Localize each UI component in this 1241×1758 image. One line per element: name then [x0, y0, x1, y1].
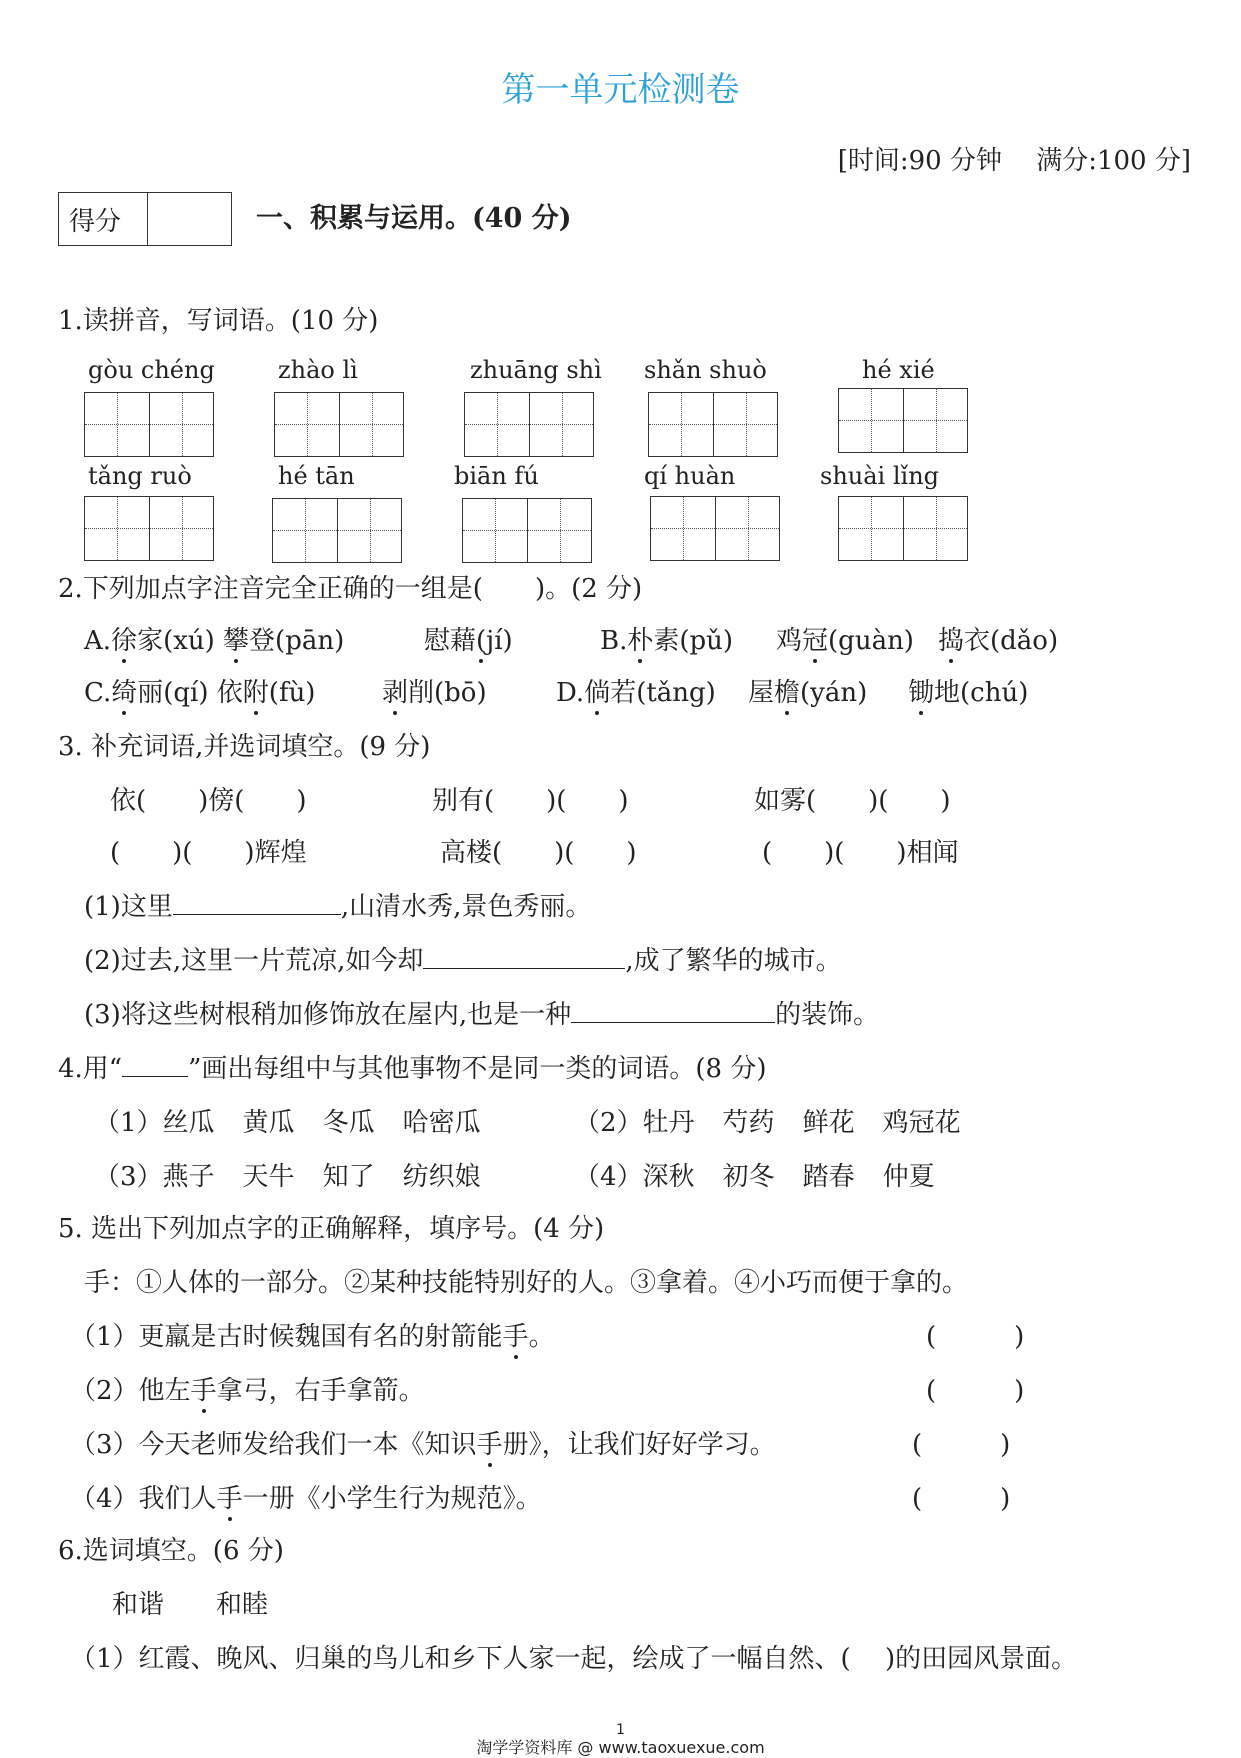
pinyin: zhuāng shì	[470, 356, 602, 384]
q2-option-a-3: 慰藉(jí)	[424, 620, 513, 657]
writing-grid[interactable]	[464, 392, 594, 457]
answer-blank[interactable]	[571, 998, 775, 1023]
q4-group-3: （3）燕子 天牛 知了 纺织娘	[94, 1162, 481, 1192]
writing-grid[interactable]	[648, 392, 778, 457]
q4-title: 4.用“ ”画出每组中与其他事物不是同一类的词语。(8 分)	[58, 1054, 767, 1084]
q1-title: 1.读拼音，写词语。(10 分)	[58, 306, 379, 336]
pinyin: zhào lì	[278, 356, 358, 384]
q3-word: 高楼( )( )	[440, 838, 637, 868]
q3-word: 别有( )( )	[432, 786, 629, 816]
q5-definition: 手：①人体的一部分。②某种技能特别好的人。③拿着。④小巧而便于拿的。	[84, 1268, 969, 1298]
q2-option-d: D.倘若(tǎng)	[556, 672, 716, 709]
q3-sentence-3: (3)将这些树根稍加修饰放在屋内,也是一种 的装饰。	[84, 1000, 880, 1030]
q4-group-1: （1）丝瓜 黄瓜 冬瓜 哈密瓜	[94, 1108, 481, 1138]
q2-option-c: C.绮丽(qí) 依附(fù)	[84, 672, 315, 709]
score-divider	[147, 193, 148, 245]
q5-sentence-3: （3）今天老师发给我们一本《知识手册》，让我们好好学习。	[70, 1424, 776, 1461]
q5-sentence-4: （4）我们人手一册《小学生行为规范》。	[70, 1478, 542, 1515]
writing-grid[interactable]	[274, 392, 404, 457]
pinyin: biān fú	[454, 462, 539, 490]
q3-title: 3. 补充词语,并选词填空。(9 分)	[58, 732, 431, 762]
q2-option-b-3: 捣衣(dǎo)	[938, 620, 1058, 657]
q3-word: 如雾( )( )	[754, 786, 951, 816]
q2-option-c-3: 剥削(bō)	[382, 672, 487, 709]
q2-title: 2.下列加点字注音完全正确的一组是( )。(2 分)	[58, 574, 643, 604]
answer-paren[interactable]: ( )	[912, 1430, 1011, 1460]
q4-group-2: （2）牡丹 芍药 鲜花 鸡冠花	[574, 1108, 961, 1138]
q5-sentence-1: （1）更羸是古时候魏国有名的射箭能手。	[70, 1316, 555, 1353]
writing-grid[interactable]	[84, 392, 214, 457]
q4-group-4: （4）深秋 初冬 踏春 仲夏	[574, 1162, 935, 1192]
q3-word: ( )( )相闻	[762, 838, 959, 868]
page-title: 第一单元检测卷	[501, 70, 740, 110]
answer-paren[interactable]: ( )	[926, 1322, 1025, 1352]
pinyin: tǎng ruò	[88, 462, 192, 490]
q3-sentence-1: (1)这里 ,山清水秀,景色秀丽。	[84, 892, 592, 922]
page-number: 1	[616, 1722, 625, 1738]
q2-option-b: B.朴素(pǔ)	[600, 620, 733, 657]
section-title: 一、积累与运用。(40 分)	[256, 203, 572, 234]
q3-word: ( )( )辉煌	[110, 838, 307, 868]
pinyin: qí huàn	[644, 462, 736, 490]
answer-blank[interactable]	[173, 890, 341, 915]
pinyin: shǎn shuò	[644, 356, 767, 384]
writing-grid[interactable]	[84, 496, 214, 561]
score-label: 得分	[69, 207, 122, 237]
pinyin: hé xié	[862, 356, 935, 384]
exam-meta: [时间:90 分钟 满分:100 分]	[837, 146, 1191, 176]
answer-paren[interactable]: ( )	[926, 1376, 1025, 1406]
q2-option-b-2: 鸡冠(guàn)	[776, 620, 914, 657]
writing-grid[interactable]	[838, 388, 968, 453]
pinyin: gòu chéng	[88, 356, 215, 384]
q5-title: 5. 选出下列加点字的正确解释，填序号。(4 分)	[58, 1214, 605, 1244]
q5-sentence-2: （2）他左手拿弓，右手拿箭。	[70, 1370, 425, 1407]
pinyin: hé tān	[278, 462, 355, 490]
writing-grid[interactable]	[462, 498, 592, 563]
answer-blank[interactable]	[423, 944, 625, 969]
underline-sample	[122, 1052, 188, 1077]
q2-option-d-2: 屋檐(yán)	[748, 672, 867, 709]
writing-grid[interactable]	[838, 496, 968, 561]
answer-paren[interactable]: ( )	[912, 1484, 1011, 1514]
q2-option-a: A.徐家(xú) 攀登(pān)	[84, 620, 344, 657]
q3-word: 依( )傍( )	[110, 786, 307, 816]
q2-option-d-3: 锄地(chú)	[908, 672, 1028, 709]
q6-title: 6.选词填空。(6 分)	[58, 1536, 284, 1566]
q6-sentence-1: （1）红霞、晚风、归巢的鸟儿和乡下人家一起，绘成了一幅自然、( )的田园风景面。	[70, 1644, 1078, 1674]
writing-grid[interactable]	[650, 496, 780, 561]
score-box	[58, 192, 232, 246]
q6-word-choices: 和谐 和睦	[112, 1590, 269, 1620]
footer-watermark: 淘学学资料库 @ www.taoxuexue.com	[476, 1738, 765, 1757]
q3-sentence-2: (2)过去,这里一片荒凉,如今却 ,成了繁华的城市。	[84, 946, 842, 976]
pinyin: shuài lǐng	[820, 462, 940, 490]
writing-grid[interactable]	[272, 498, 402, 563]
